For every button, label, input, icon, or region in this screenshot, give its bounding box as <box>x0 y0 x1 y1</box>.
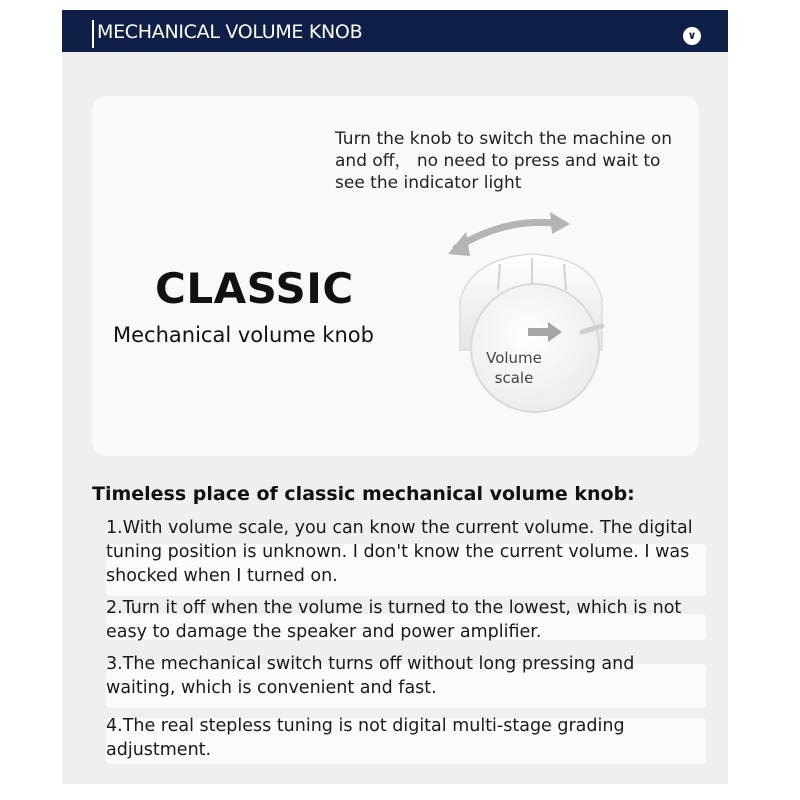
list-item: 1.With volume scale, you can know the current volume. The digital tuning position is unknown. I don't know the current volume. I was shocked when I turned on. <box>106 518 693 586</box>
header-accent-bar <box>92 20 94 48</box>
knob-body <box>460 254 602 412</box>
rotate-arrow-icon <box>448 212 570 256</box>
knob-label-line2: scale <box>494 369 534 387</box>
classic-subtitle: Mechanical volume knob <box>113 323 374 347</box>
section-title: MECHANICAL VOLUME KNOB <box>97 21 363 43</box>
knob-label-line1: Volume <box>486 349 542 367</box>
knob-description: Turn the knob to switch the machine on and off， no need to press and wait to see the indicator light <box>335 129 673 193</box>
product-detail-panel <box>62 10 728 784</box>
knob-scale-label <box>464 348 564 388</box>
list-item: 2.Turn it off when the volume is turned to the lowest, which is not easy to damage the speaker and power amplifier. <box>106 598 682 642</box>
list-item: 3.The mechanical switch turns off without long pressing and waiting, which is convenient and fast. <box>106 654 635 698</box>
classic-title: CLASSIC <box>155 264 354 313</box>
chevron-down-icon[interactable]: ∨ <box>683 27 701 45</box>
benefits-heading: Timeless place of classic mechanical volume knob: <box>92 483 635 505</box>
list-item: 4.The real stepless tuning is not digital multi-stage grading adjustment. <box>106 716 625 760</box>
section-header[interactable] <box>62 10 728 52</box>
